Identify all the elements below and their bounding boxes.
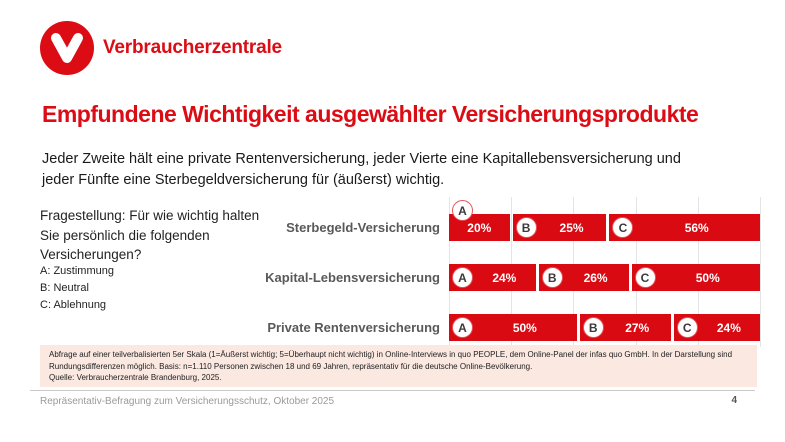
bar-track bbox=[449, 314, 760, 341]
bar-segment-a bbox=[449, 203, 510, 241]
badge-c: C bbox=[635, 267, 656, 288]
chart-row-label: Sterbegeld-Versicherung bbox=[286, 220, 440, 235]
bar-track bbox=[449, 264, 760, 291]
question-line-1: Fragestellung: Für wie wichtig halten bbox=[40, 208, 260, 223]
bar-segment-a bbox=[449, 264, 536, 291]
chart-row bbox=[42, 203, 760, 241]
chart-row-label: Kapital-Lebensversicherung bbox=[265, 270, 440, 285]
question-line-2: Sie persönlich die folgenden bbox=[40, 227, 210, 243]
segment-value: 56% bbox=[684, 220, 709, 235]
chart-row bbox=[42, 314, 760, 341]
stacked-bar-chart bbox=[42, 197, 760, 347]
bar-segment-b bbox=[539, 264, 629, 291]
badge-c: C bbox=[612, 217, 633, 238]
segment-value: 24% bbox=[492, 270, 517, 285]
footnote-source: Quelle: Verbraucherzentrale Brandenburg, 2025. bbox=[49, 373, 222, 383]
legend-item-c: C: Ablehnung bbox=[40, 299, 107, 312]
question-line-3: Versicherungen? bbox=[40, 247, 142, 263]
badge-c: C bbox=[677, 317, 698, 338]
bar-track bbox=[449, 203, 760, 241]
segment-value: 24% bbox=[716, 320, 741, 335]
badge-b: B bbox=[516, 217, 537, 238]
segment-value: 50% bbox=[695, 270, 720, 285]
brand-name: Verbraucherzentrale bbox=[103, 37, 282, 58]
segment-value: 26% bbox=[583, 270, 608, 285]
bar-segment-c bbox=[674, 314, 760, 341]
footer-caption: Repräsentativ-Befragung zum Versicherungsschutz, Oktober 2025 bbox=[40, 396, 335, 407]
badge-a: A bbox=[452, 267, 473, 288]
brand-header bbox=[40, 21, 282, 75]
bar-segment-b bbox=[513, 214, 607, 241]
bar-segment-a bbox=[449, 314, 577, 341]
subtitle-line-2: jeder Fünfte eine Sterbegeldversicherung für (äußerst) wichtig. bbox=[42, 172, 445, 189]
subtitle-line-1: Jeder Zweite hält eine private Rentenversicherung, jeder Vierte eine Kapitallebensversicherung und bbox=[42, 151, 681, 167]
page-number: 4 bbox=[731, 395, 737, 406]
bar-segment-c bbox=[609, 214, 760, 241]
segment-value: 20% bbox=[467, 220, 492, 235]
bar-segment-b bbox=[580, 314, 671, 341]
footnote-text: Abfrage auf einer teilverbalisierten 5er Skala (1=Äußerst wichtig; 5=Überhaupt nicht wichtig) in Online-Interviews in quo PEOPLE, dem Online-Panel der infas quo GmbH. In der Darstellung sind Rundungsdifferenzen möglich. Basis: n=1.110 Personen zwischen 18 und 69 Jahren, repräsentativ für die deutsche Online-Bevölkerung. bbox=[49, 350, 733, 371]
legend-item-b: B: Neutral bbox=[40, 282, 89, 295]
badge-b: B bbox=[583, 317, 604, 338]
badge-b: B bbox=[542, 267, 563, 288]
chart-row bbox=[42, 264, 760, 291]
segment-value: 25% bbox=[559, 220, 584, 235]
page-title: Empfundene Wichtigkeit ausgewählter Versicherungsprodukte bbox=[42, 101, 699, 127]
footnote-box bbox=[40, 345, 757, 387]
footer-divider bbox=[30, 390, 755, 391]
gridline bbox=[760, 197, 761, 347]
bar-segment-c bbox=[632, 264, 760, 291]
segment-value: 27% bbox=[625, 320, 650, 335]
slide-subtitle bbox=[42, 149, 766, 191]
verbraucherzentrale-logo-icon bbox=[40, 21, 94, 75]
legend-item-a: A: Zustimmung bbox=[40, 265, 114, 277]
segment-value: 50% bbox=[512, 320, 537, 335]
chart-row-label: Private Rentenversicherung bbox=[267, 320, 440, 335]
chart-rows bbox=[42, 197, 760, 347]
badge-a: A bbox=[452, 317, 473, 338]
badge-a: A bbox=[452, 200, 473, 221]
